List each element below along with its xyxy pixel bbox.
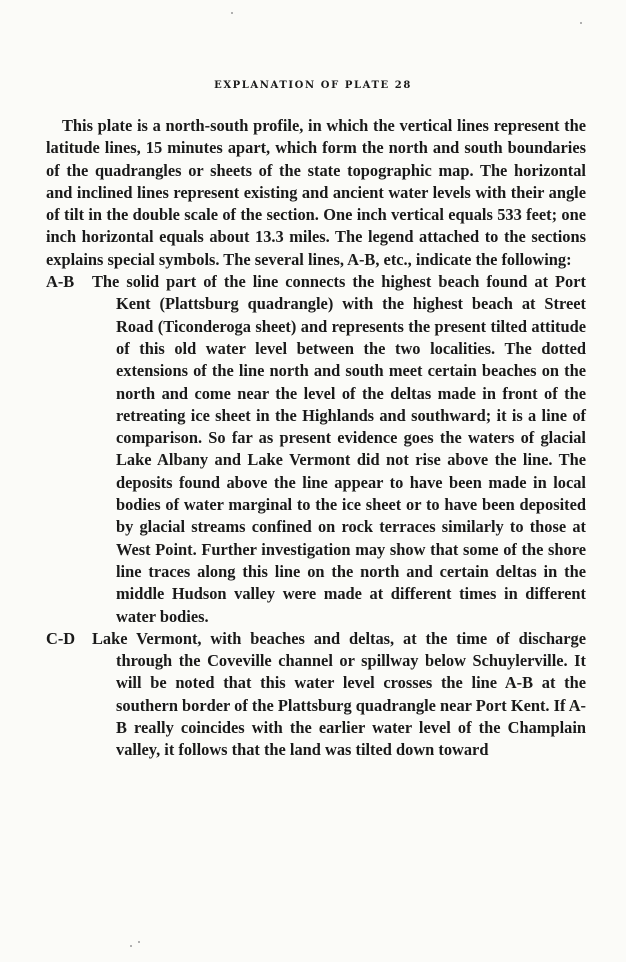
- scan-speck: [231, 12, 233, 14]
- entry-c-d: [46, 628, 586, 762]
- scan-speck: [580, 22, 582, 24]
- intro-paragraph: This plate is a north-south profile, in which the vertical lines represent the latitude lines, 15 minutes apart, which form the north and south boundaries of the quadrangles or sheets of the state topographic map. The horizontal and inclined lines represent existing and ancient water levels with their angle of tilt in the double scale of the section. One inch vertical equals 533 feet; one inch horizontal equals about 13.3 miles. The legend attached to the sections explains special symbols. The several lines, A-B, etc., indicate the following:: [46, 116, 586, 269]
- entry-key: C-D: [46, 628, 76, 648]
- entry-a-b: [46, 271, 586, 628]
- entry-key: A-B: [46, 272, 75, 292]
- entry-text: Lake Vermont, with beaches and deltas, at the time of discharge through the Coveville channel or spillway below Schuylerville. It will be noted that this water level crosses the line A-B at the southern border of the Plattsburg quadrangle near Port Kent. If A-B really coincides with the earlier water level of the Champlain valley, it follows that the land was tilted down toward: [92, 628, 586, 760]
- entry-text: The solid part of the line connects the highest beach found at Port Kent (Plattsburg quadrangle) with the highest beach at Street Road (Ticonderoga sheet) and represents the present tilted attitude of this old water level between the two localities. The dotted extensions of the line north and south meet certain beaches on the north and come near the level of the deltas made in front of the retreating ice sheet in the Highlands and southward; it is a line of comparison. So far as present evidence goes the waters of glacial Lake Albany and Lake Vermont did not rise above the line. The deposits found above the line appear to have been made in local bodies of water marginal to the ice sheet or to have been deposited by glacial streams confined on rock terraces similarly to those at West Point. Further investigation may show that some of the shore line traces along this line on the north and certain deltas in the middle Hudson valley were made at different times in different water bodies.: [92, 272, 586, 626]
- scan-speck: [138, 941, 140, 943]
- scan-speck: [130, 945, 132, 947]
- plate-heading: EXPLANATION OF PLATE 28: [214, 80, 412, 91]
- body-text: [46, 115, 586, 762]
